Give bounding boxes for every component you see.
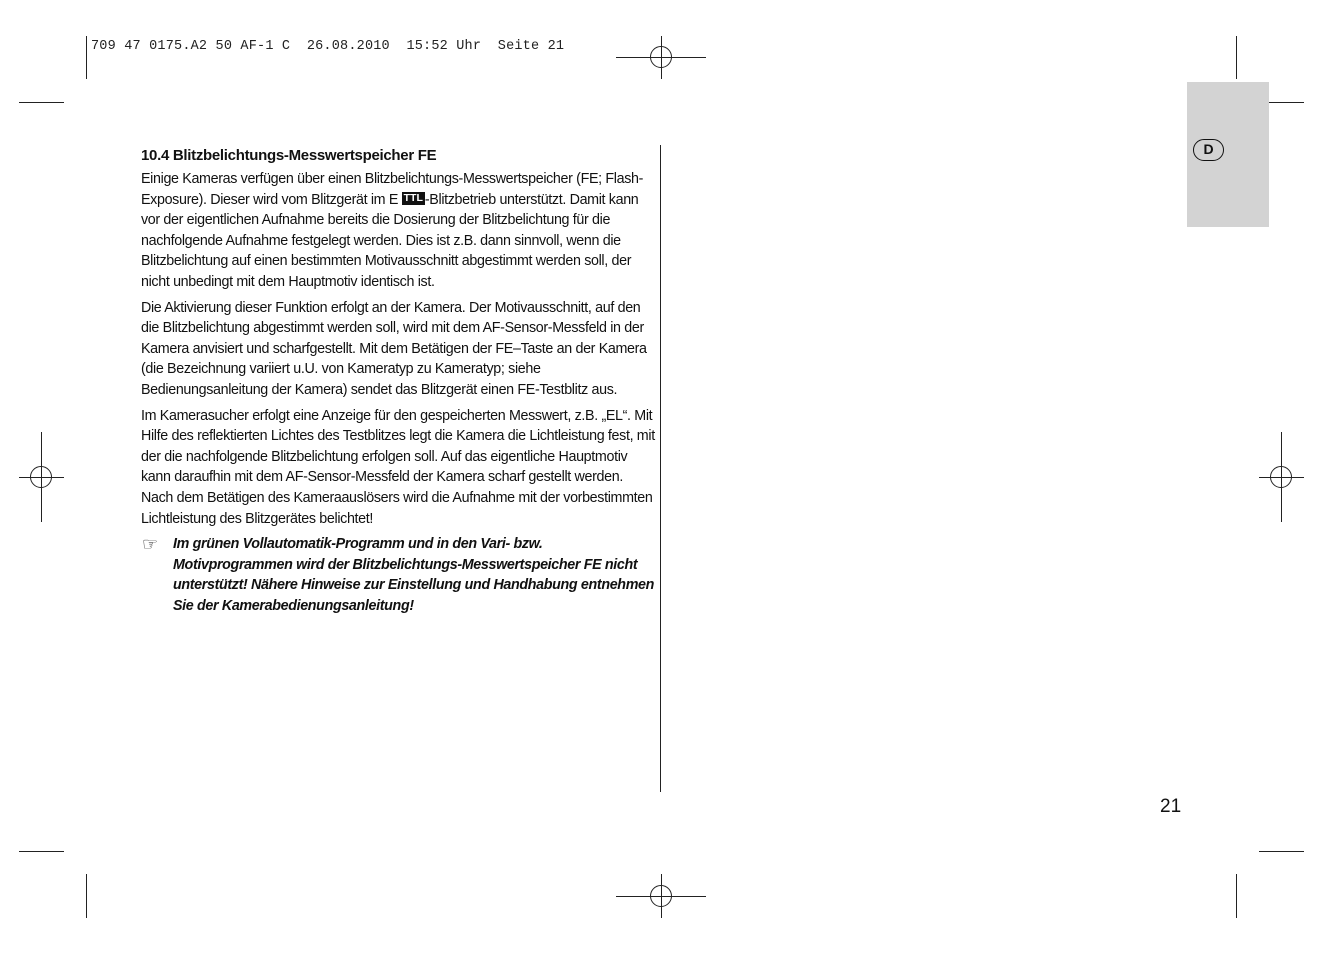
page-number: 21 [1160, 796, 1182, 817]
language-badge: D [1193, 139, 1224, 161]
paragraph-3: Im Kamerasucher erfolgt eine Anzeige für den gespeicherten Messwert, z.B. „EL“. Mit Hilfe des reflektierten Lichtes des Testblitzes legt die Kamera die Lichtleistung fest, mit der die nachfolgende Blitzbelichtung erfolgen soll. Auf das eigentliche Hauptmotiv kann daraufhin mit dem AF-Sensor-Messfeld der Kamera scharf gestellt werden. Nach dem Betätigen des Kameraauslösers wird die Aufnahme mit der vorbestimmten Lichtleistung des Blitzgerätes belichtet! [141, 407, 655, 527]
section-title: 10.4 Blitzbelichtungs-Messwertspeicher FE [141, 147, 437, 164]
ttl-badge: TTL [403, 191, 423, 204]
column-divider [660, 145, 661, 792]
paragraph-1 [141, 169, 656, 293]
pointing-hand-icon: ☞ [142, 534, 158, 555]
note [141, 534, 656, 616]
note-text: Im grünen Vollautomatik-Programm und in den Vari- bzw. Motivprogrammen wird der Blitzbelichtungs-Messwertspeicher FE nicht unterstützt! Nähere Hinweise zur Einstellung und Handhabung entnehmen Sie der Kamerabedienungsanleitung! [173, 536, 655, 614]
print-job-header: 709 47 0175.A2 50 AF-1 C 26.08.2010 15:52 Uhr Seite 21 [91, 39, 565, 54]
paragraph-1-end: -Blitzbetrieb unterstützt. Damit kann vor der eigentlichen Aufnahme bereits die Dosierung der Blitzbelichtung für die nachfolgende Aufnahme festgelegt werden. Dies ist z.B. dann sinnvoll, wenn die Blitzbelichtung auf einen bestimmten Motivausschnitt abgestimmt werden soll, der nicht unbedingt mit dem Hauptmotiv identisch ist. [141, 191, 639, 290]
paragraph-2: Die Aktivierung dieser Funktion erfolgt an der Kamera. Der Motivausschnitt, auf den die Blitzbelichtung abgestimmt werden soll, wird mit dem AF-Sensor-Messfeld in der Kamera anvisiert und scharfgestellt. Mit dem Betätigen der FE–Taste an der Kamera (die Bezeichnung variiert u.U. von Kameratyp zu Kameratyp; siehe Bedienungsanleitung der Kamera) sendet das Blitzgerät einen FE-Testblitz aus. [141, 299, 647, 398]
paragraph-1-start: Einige Kameras verfügen über einen Blitzbelichtungs-Messwertspeicher (FE; Flash-Exposure). Dieser wird vom Blitzgerät im E [141, 171, 644, 208]
section-content [141, 145, 656, 616]
